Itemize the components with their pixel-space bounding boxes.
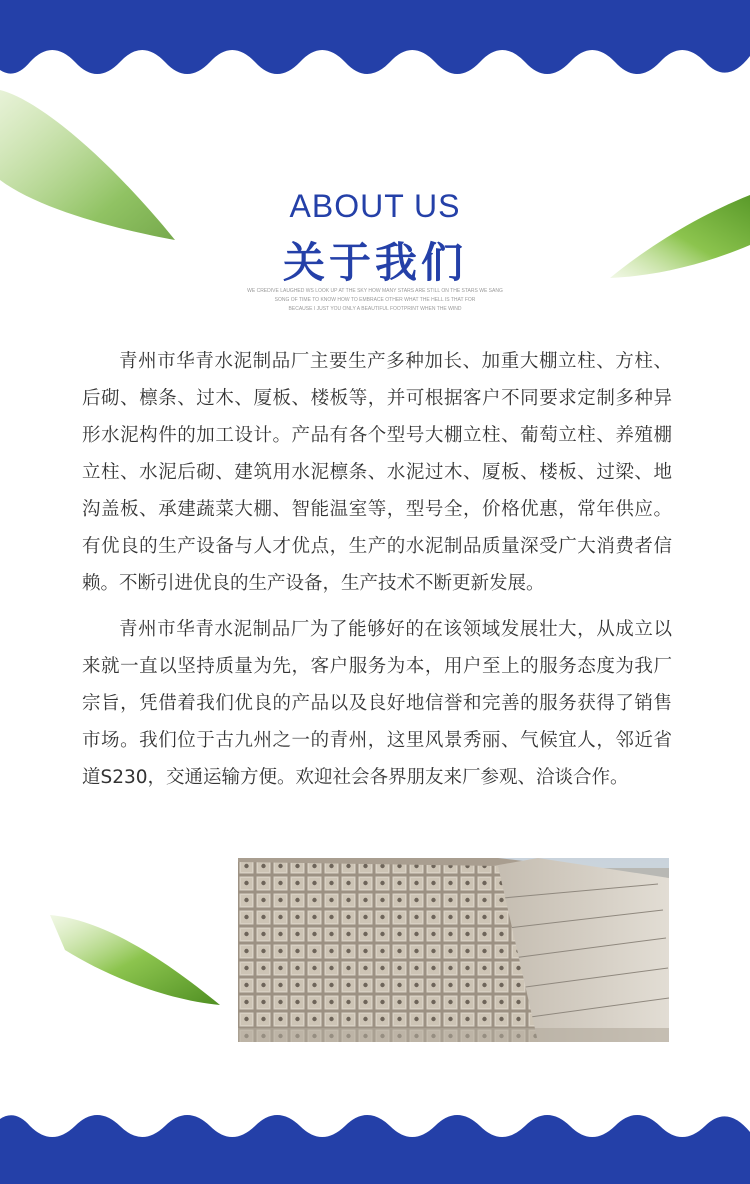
top-wave-banner	[0, 0, 750, 90]
tagline-line: WE CREDIVE LAUGHED WS LOOK UP AT THE SKY HOW MANY STARS ARE STILL ON THE STARS WE SANG	[247, 288, 503, 294]
tagline-line: BECAUSE I JUST YOU ONLY A BEAUTIFUL FOOTPRINT WHEN THE WIND	[288, 306, 462, 312]
bottom-wave-banner	[0, 1104, 750, 1184]
concrete-posts-photo	[238, 858, 669, 1042]
intro-paragraph-1: 青州市华青水泥制品厂主要生产多种加长、加重大棚立柱、方柱、后砌、檩条、过木、厦板、楼板等，并可根据客户不同要求定制多种异形水泥构件的加工设计。产品有各个型号大棚立柱、葡萄立柱、养殖棚立柱、水泥后砌、建筑用水泥檩条、水泥过木、厦板、楼板、过梁、地沟盖板、承建蔬菜大棚、智能温室等，型号全，价格优惠，常年供应。有优良的生产设备与人才优点，生产的水泥制品质量深受广大消费者信赖。不断引进优良的生产设备，生产技术不断更新发展。	[82, 351, 672, 594]
leaf-decoration-bottom-left	[45, 905, 225, 1010]
company-introduction	[82, 343, 672, 805]
section-title-english: ABOUT US	[289, 188, 461, 224]
section-title-chinese: 关于我们	[282, 238, 467, 287]
tagline-line: SONG OF TIME TO KNOW HOW TO EMBRACE OTHER WHAT THE HELL IS THAT FOR	[274, 297, 476, 303]
decorative-tagline	[235, 287, 515, 314]
intro-paragraph-2: 青州市华青水泥制品厂为了能够好的在该领域发展壮大，从成立以来就一直以坚持质量为先，客户服务为本，用户至上的服务态度为我厂宗旨，凭借着我们优良的产品以及良好地信誉和完善的服务获得了销售市场。我们位于古九州之一的青州，这里风景秀丽、气候宜人，邻近省道S230，交通运输方便。欢迎社会各界朋友来厂参观、洽谈合作。	[82, 619, 672, 788]
